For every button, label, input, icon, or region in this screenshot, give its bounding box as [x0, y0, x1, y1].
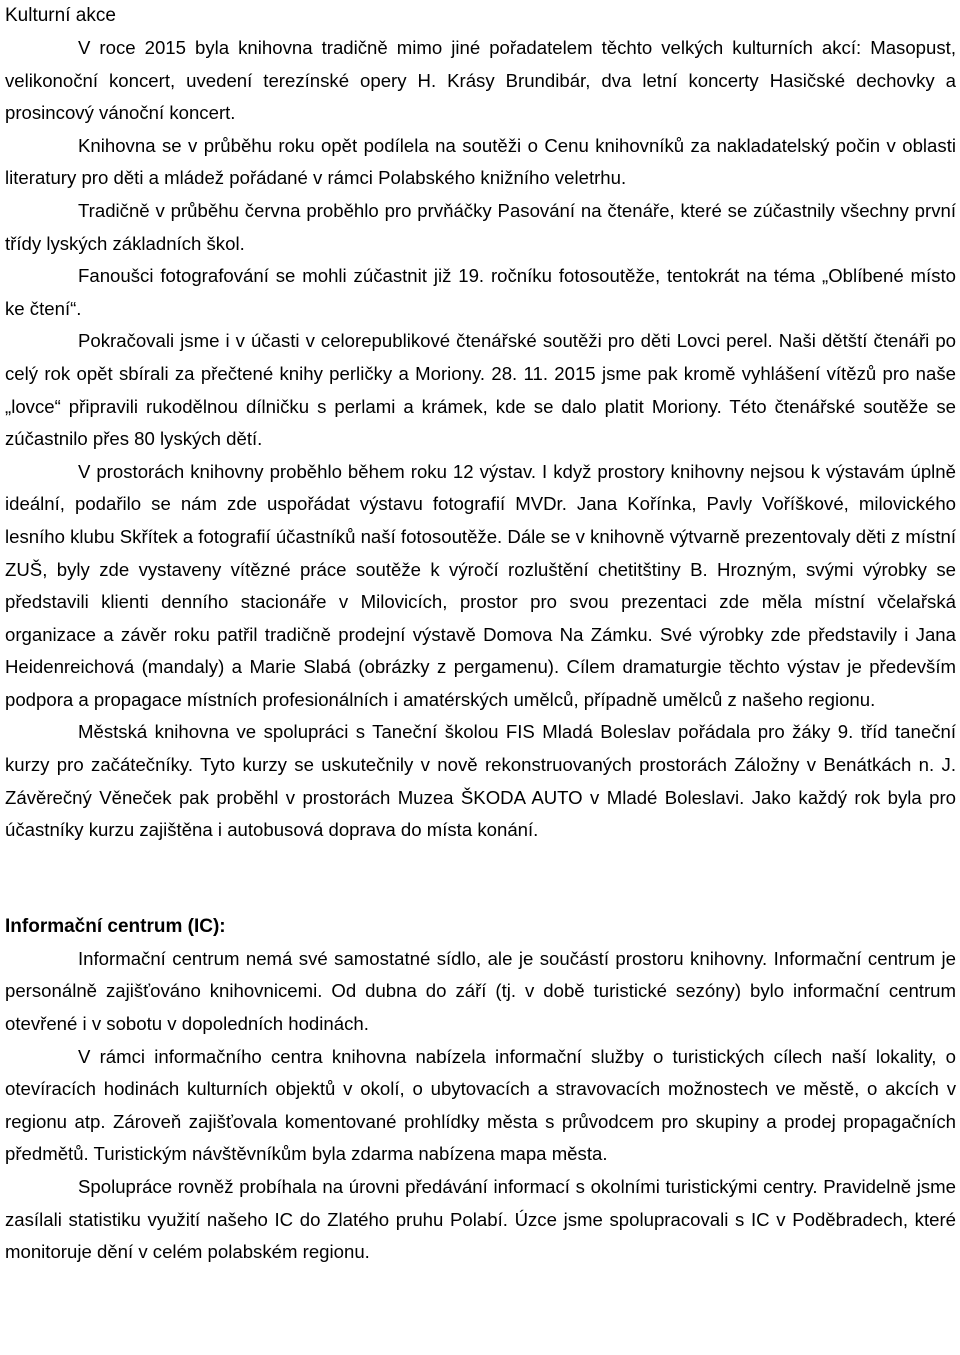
paragraph: V roce 2015 byla knihovna tradičně mimo jiné pořadatelem těchto velkých kulturních akcí: Masopust, velikonoční koncert, uvedení terezínské opery H. Krásy Brundibár, dva letní koncerty Hasičské dechovky a prosincový vánoční koncert. [5, 37, 956, 124]
paragraph: Pokračovali jsme i v účasti v celorepublikové čtenářské soutěži pro děti Lovci perel. Naši dětští čtenáři po celý rok opět sbírali za přečtené knihy perličky a Moriony. 28. 11. 2015 jsme pak kromě vyhlášení vítězů pro naše „lovce“ připravili rukodělnou dílničku s perlami a krámek, kde se dalo platit Moriony. Této čtenářské soutěže se zúčastnilo přes 80 lyských dětí. [5, 330, 956, 450]
section-heading-informacni-centrum: Informační centrum (IC): [5, 915, 226, 937]
paragraph: V prostorách knihovny proběhlo během roku 12 výstav. I když prostory knihovny nejsou k výstavám úplně ideální, podařilo se nám zde uspořádat výstavu fotografií MVDr. Jana Kořínka, Pavly Voříškové, milovického lesního klubu Skřítek a fotografií účastníků naší fotosoutěže. Dále se v knihovně výtvarně prezentovaly děti z místní ZUŠ, byly zde vystaveny vítězné práce soutěže k výročí rozluštění chetitštiny B. Hrozným, svými výrobky se představili klienti denního stacionáře v Milovicích, prostor pro svou prezentaci zde měla místní včelařská organizace a závěr roku patřil tradičně prodejní výstavě Domova Na Zámku. Své výrobky zde představily i Jana Heidenreichová (mandaly) a Marie Slabá (obrázky z pergamenu). Cílem dramaturgie těchto výstav je především podpora a propagace místních profesionálních i amatérských umělců, případně umělců z našeho regionu. [5, 460, 956, 710]
section-spacer [5, 847, 956, 911]
paragraph: Spolupráce rovněž probíhala na úrovni předávání informací s okolními turistickými centry. Pravidelně jsme zasílali statistiku využití našeho IC do Zlatého pruhu Polabí. Úzce jsme spolupracovali s IC v Poděbradech, které monitoruje dění v celém polabském regionu. [5, 1176, 956, 1263]
paragraph: Tradičně v průběhu června proběhlo pro prvňáčky Pasování na čtenáře, které se zúčastnily všechny první třídy lyských základních škol. [5, 199, 956, 254]
paragraph: Fanoušci fotografování se mohli zúčastnit již 19. ročníku fotosoutěže, tentokrát na téma „Oblíbené místo ke čtení“. [5, 265, 956, 319]
paragraph: V rámci informačního centra knihovna nabízela informační služby o turistických cílech naší lokality, o otevíracích hodinách kulturních objektů v okolí, o ubytovacích a stravovacích možnostech ve městě, o akcích v regionu atp. Zároveň zajišťovala komentované prohlídky města s průvodcem pro skupiny a prodej propagačních předmětů. Turistickým návštěvníkům byla zdarma nabízena mapa města. [5, 1045, 956, 1165]
paragraph: Informační centrum nemá své samostatné sídlo, ale je součástí prostoru knihovny. Informační centrum je personálně zajišťováno knihovnicemi. Od dubna do září (tj. v době turistické sezóny) bylo informační centrum otevřené i v sobotu v dopoledních hodinách. [5, 947, 956, 1035]
section-heading-kulturni-akce: Kulturní akce [5, 5, 116, 26]
paragraph: Knihovna se v průběhu roku opět podílela na soutěži o Cenu knihovníků za nakladatelský počin v oblasti literatury pro děti a mládež pořádané v rámci Polabského knižního veletrhu. [5, 134, 956, 189]
paragraph: Městská knihovna ve spolupráci s Taneční školou FIS Mladá Boleslav pořádala pro žáky 9. tříd taneční kurzy pro začátečníky. Tyto kurzy se uskutečnily v nově rekonstruovaných prostorách Záložny v Benátkách n. J. Závěrečný Věneček pak proběhl v prostorách Muzea ŠKODA AUTO v Mladé Boleslavi. Jako každý rok byla pro účastníky kurzu zajištěna i autobusová doprava do místa konání. [5, 721, 956, 841]
